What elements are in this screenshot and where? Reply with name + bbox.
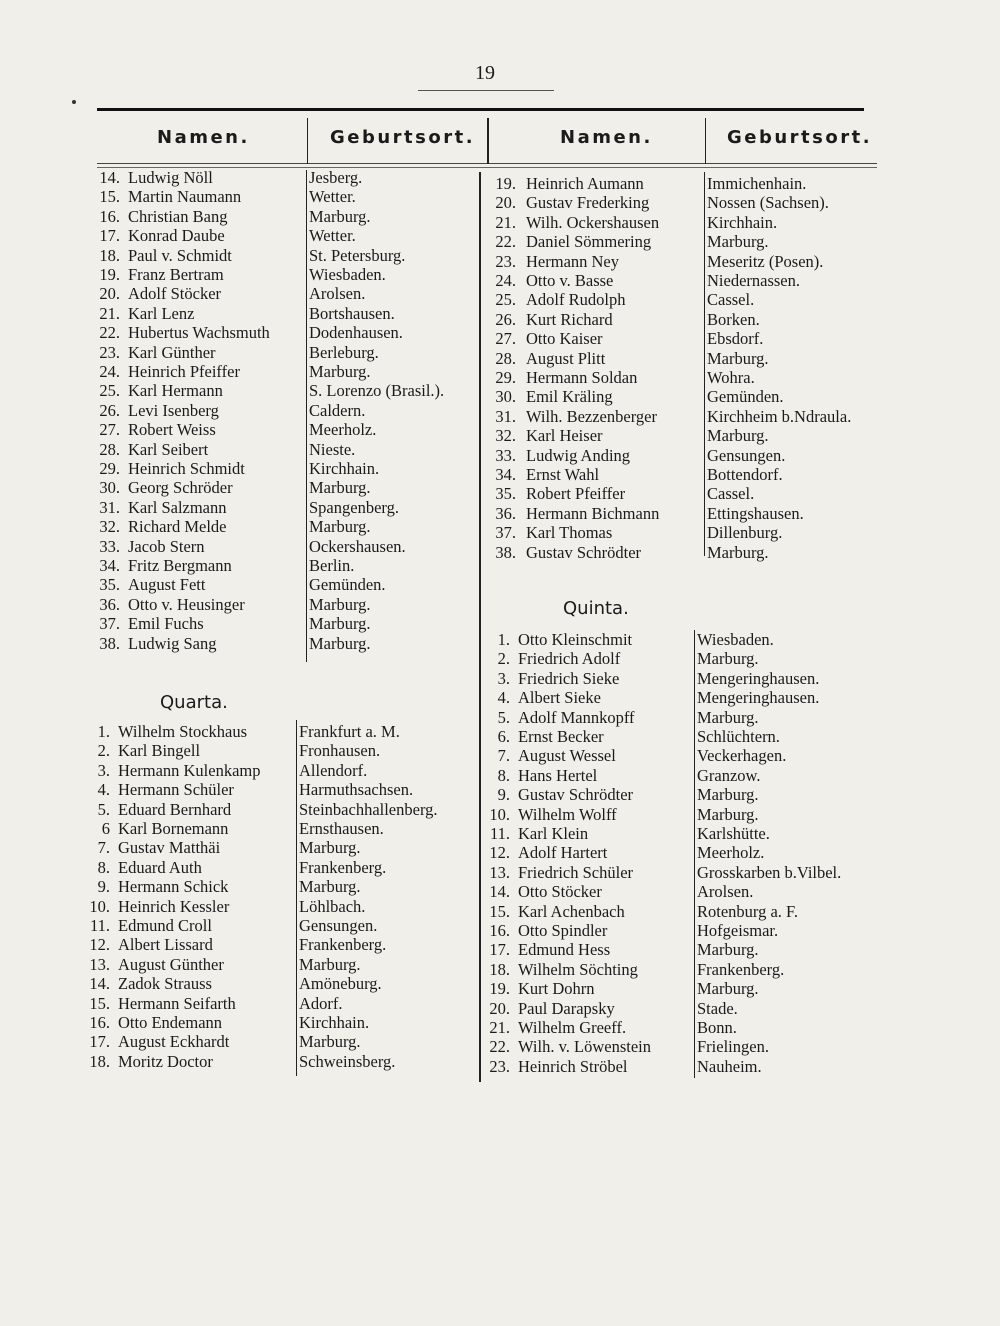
entry-number: 10. bbox=[89, 896, 110, 916]
entry-name: Georg Schröder bbox=[128, 478, 233, 498]
entry-birthplace: Amöneburg. bbox=[299, 974, 382, 994]
entry-birthplace: Arolsen. bbox=[309, 284, 366, 304]
entry-number: 13. bbox=[89, 954, 110, 974]
entry-number: 25. bbox=[495, 290, 516, 310]
entry-number: 14. bbox=[99, 168, 120, 187]
entry-number: 17. bbox=[89, 1032, 110, 1052]
entry-number: 22. bbox=[489, 1037, 510, 1057]
entry-name: Zadok Strauss bbox=[118, 974, 212, 994]
entry-name: Heinrich Pfeiffer bbox=[128, 362, 240, 381]
entry-birthplace: Grosskarben b.Vilbel. bbox=[697, 862, 842, 882]
entry-name: Jacob Stern bbox=[128, 536, 205, 556]
entry-birthplace: Marburg. bbox=[309, 206, 371, 226]
page-number-rule bbox=[418, 90, 554, 91]
entry-name: Ernst Becker bbox=[518, 727, 604, 746]
entry-birthplace: Harmuthsachsen. bbox=[299, 780, 414, 800]
entry-birthplace: Kirchhain. bbox=[299, 1013, 370, 1032]
entry-name: Paul Darapsky bbox=[518, 998, 615, 1018]
entry-number: 30. bbox=[495, 387, 516, 407]
entry-number: 1. bbox=[97, 722, 110, 741]
entry-number: 18. bbox=[489, 959, 510, 979]
left-quarta-place-rule bbox=[296, 720, 297, 1076]
entry-name: Hubertus Wachsmuth bbox=[128, 323, 270, 343]
entry-number: 15. bbox=[489, 901, 510, 921]
entry-name: Hermann Seifarth bbox=[118, 993, 236, 1013]
entry-number: 2. bbox=[497, 649, 510, 669]
entry-name: Otto Stöcker bbox=[518, 882, 602, 902]
entry-birthplace: Meerholz. bbox=[697, 843, 765, 863]
entry-birthplace: Marburg. bbox=[707, 542, 769, 562]
entry-number: 11. bbox=[489, 824, 510, 843]
header-right-name: Namen. bbox=[560, 127, 653, 148]
entry-name: Gustav Matthäi bbox=[118, 838, 221, 858]
entry-birthplace: Fronhausen. bbox=[299, 741, 381, 761]
entry-number: 5. bbox=[497, 707, 510, 727]
entry-number: 26. bbox=[495, 309, 516, 329]
entry-number: 11. bbox=[89, 916, 110, 935]
entry-birthplace: Borken. bbox=[707, 309, 760, 329]
entry-birthplace: Meerholz. bbox=[309, 420, 377, 440]
entry-name: Ernst Wahl bbox=[526, 465, 600, 484]
entry-name: Karl Bornemann bbox=[118, 819, 229, 838]
entry-name: Hermann Soldan bbox=[526, 368, 638, 387]
entry-number: 16. bbox=[489, 921, 510, 940]
entry-name: Robert Weiss bbox=[128, 420, 216, 440]
entry-birthplace: Spangenberg. bbox=[309, 497, 399, 517]
entry-number: 37. bbox=[495, 523, 516, 543]
entry-name: Hans Hertel bbox=[518, 765, 598, 785]
entry-number: 22. bbox=[495, 232, 516, 252]
entry-name: Eduard Bernhard bbox=[118, 799, 232, 819]
entry-name: Karl Hermann bbox=[128, 381, 223, 401]
entry-number: 16. bbox=[99, 206, 120, 226]
entry-number: 30. bbox=[99, 478, 120, 498]
entry-number: 33. bbox=[99, 536, 120, 556]
entry-number: 19. bbox=[495, 174, 516, 193]
entry-name: Heinrich Aumann bbox=[526, 174, 644, 193]
entry-birthplace: Ernsthausen. bbox=[299, 819, 384, 838]
entry-birthplace: Bottendorf. bbox=[707, 465, 783, 484]
entry-name: Kurt Dohrn bbox=[518, 979, 595, 999]
entry-birthplace: Adorf. bbox=[299, 993, 343, 1013]
entry-birthplace: Kirchhain. bbox=[707, 212, 778, 232]
entry-birthplace: Marburg. bbox=[697, 940, 759, 960]
entry-name: Wilh. Bezzenberger bbox=[526, 406, 657, 426]
entry-name: Wilhelm Greeff. bbox=[518, 1018, 627, 1037]
entry-name: Karl Seibert bbox=[128, 439, 209, 459]
entry-name: Moritz Doctor bbox=[118, 1051, 213, 1071]
entry-name: Otto v. Heusinger bbox=[128, 594, 245, 614]
entry-birthplace: Ockershausen. bbox=[309, 536, 406, 556]
entry-birthplace: Frielingen. bbox=[697, 1037, 769, 1057]
entry-name: Franz Bertram bbox=[128, 265, 224, 284]
left-header-divider bbox=[307, 118, 308, 164]
entry-birthplace: Marburg. bbox=[309, 594, 371, 614]
entry-number: 27. bbox=[99, 420, 120, 440]
entry-name: Albert Lissard bbox=[118, 935, 213, 955]
entry-birthplace: Marburg. bbox=[707, 232, 769, 252]
entry-name: Heinrich Ströbel bbox=[518, 1056, 628, 1076]
entry-birthplace: Ettingshausen. bbox=[707, 503, 804, 523]
entry-birthplace: Kirchhain. bbox=[309, 459, 380, 478]
entry-number: 32. bbox=[99, 517, 120, 537]
entry-number: 20. bbox=[495, 193, 516, 213]
entry-number: 6. bbox=[497, 727, 510, 746]
entry-number: 12. bbox=[89, 935, 110, 955]
entry-number: 4. bbox=[497, 688, 510, 708]
entry-name: Adolf Rudolph bbox=[526, 290, 626, 310]
entry-number: 35. bbox=[495, 484, 516, 504]
entry-number: 18. bbox=[89, 1051, 110, 1071]
entry-name: Ludwig Sang bbox=[128, 633, 217, 653]
entry-birthplace: Meseritz (Posen). bbox=[707, 251, 824, 271]
entry-name: Otto Kleinschmit bbox=[518, 630, 633, 649]
entry-birthplace: Hofgeismar. bbox=[697, 921, 779, 940]
entry-birthplace: S. Lorenzo (Brasil.). bbox=[309, 381, 445, 401]
entry-birthplace: Bortshausen. bbox=[309, 303, 395, 323]
entry-number: 22. bbox=[99, 323, 120, 343]
entry-name: Karl Bingell bbox=[118, 741, 201, 761]
entry-birthplace: Marburg. bbox=[299, 1032, 361, 1052]
entry-number: 12. bbox=[489, 843, 510, 863]
entry-birthplace: Steinbachhallenberg. bbox=[299, 799, 438, 819]
entry-name: Hermann Schüler bbox=[118, 780, 234, 800]
entry-name: Otto v. Basse bbox=[526, 271, 614, 290]
entry-name: Heinrich Kessler bbox=[118, 896, 230, 916]
entry-number: 8. bbox=[497, 765, 510, 785]
entry-name: Karl Salzmann bbox=[128, 497, 227, 517]
entry-name: Adolf Hartert bbox=[518, 843, 608, 863]
entry-birthplace: Arolsen. bbox=[697, 882, 754, 902]
entry-birthplace: Nauheim. bbox=[697, 1056, 762, 1076]
entry-number: 18. bbox=[99, 245, 120, 265]
center-divider bbox=[487, 118, 489, 164]
entry-number: 37. bbox=[99, 614, 120, 634]
entry-birthplace: Cassel. bbox=[707, 290, 755, 310]
entry-number: 33. bbox=[495, 445, 516, 465]
entry-name: Karl Heiser bbox=[526, 426, 603, 446]
entry-name: August Günther bbox=[118, 954, 224, 974]
entry-number: 24. bbox=[495, 271, 516, 290]
entry-name: Friedrich Adolf bbox=[518, 649, 621, 669]
entry-name: Karl Klein bbox=[518, 824, 589, 843]
entry-number: 31. bbox=[99, 497, 120, 517]
entry-number: 17. bbox=[99, 226, 120, 246]
entry-name: August Fett bbox=[128, 575, 206, 595]
entry-name: Otto Spindler bbox=[518, 921, 608, 940]
page-number: 19 bbox=[475, 62, 495, 84]
entry-number: 3. bbox=[497, 668, 510, 688]
entry-number: 19. bbox=[489, 979, 510, 999]
entry-birthplace: Marburg. bbox=[697, 785, 759, 805]
entry-birthplace: Marburg. bbox=[309, 633, 371, 653]
entry-name: Friedrich Sieke bbox=[518, 668, 620, 688]
entry-birthplace: Marburg. bbox=[707, 348, 769, 368]
entry-name: Ludwig Anding bbox=[526, 445, 631, 465]
entry-name: Edmund Hess bbox=[518, 940, 611, 960]
entry-number: 5. bbox=[97, 799, 110, 819]
right-quinta-place-rule bbox=[694, 630, 695, 1078]
entry-birthplace: Berleburg. bbox=[309, 342, 379, 362]
right-top-place-rule bbox=[704, 172, 705, 556]
entry-name: Fritz Bergmann bbox=[128, 556, 232, 575]
entry-number: 6 bbox=[101, 819, 110, 838]
entry-number: 25. bbox=[99, 381, 120, 401]
entry-number: 14. bbox=[489, 882, 510, 902]
entry-number: 32. bbox=[495, 426, 516, 446]
entry-name: Karl Thomas bbox=[526, 523, 613, 543]
entry-number: 14. bbox=[89, 974, 110, 994]
entry-name: Albert Sieke bbox=[518, 688, 601, 708]
entry-birthplace: Ebsdorf. bbox=[707, 329, 764, 349]
entry-birthplace: Niedernassen. bbox=[707, 271, 801, 290]
entry-birthplace: Nieste. bbox=[309, 439, 356, 459]
entry-number: 2. bbox=[97, 741, 110, 761]
entry-birthplace: Marburg. bbox=[309, 478, 371, 498]
entry-birthplace: Dillenburg. bbox=[707, 523, 783, 543]
entry-number: 10. bbox=[489, 804, 510, 824]
entry-name: Karl Achenbach bbox=[518, 901, 625, 921]
entry-number: 9. bbox=[97, 877, 110, 897]
entry-number: 4. bbox=[97, 780, 110, 800]
entry-birthplace: Marburg. bbox=[309, 362, 371, 381]
entry-birthplace: Karlshütte. bbox=[697, 824, 770, 843]
entry-name: Konrad Daube bbox=[128, 226, 225, 246]
entry-number: 31. bbox=[495, 406, 516, 426]
entry-number: 7. bbox=[97, 838, 110, 858]
entry-birthplace: Dodenhausen. bbox=[309, 323, 403, 343]
entry-number: 34. bbox=[99, 556, 120, 575]
entry-name: Gustav Schrödter bbox=[518, 785, 634, 805]
entry-name: Wilh. v. Löwenstein bbox=[518, 1037, 651, 1057]
entry-birthplace: Stade. bbox=[697, 998, 738, 1018]
entry-birthplace: Mengeringhausen. bbox=[697, 668, 820, 688]
entry-name: Hermann Ney bbox=[526, 251, 620, 271]
entry-birthplace: Gensungen. bbox=[707, 445, 786, 465]
entry-name: Wilh. Ockershausen bbox=[526, 212, 660, 232]
entry-name: Edmund Croll bbox=[118, 916, 212, 935]
entry-number: 36. bbox=[99, 594, 120, 614]
entry-name: Gustav Schrödter bbox=[526, 542, 642, 562]
entry-name: Karl Lenz bbox=[128, 303, 195, 323]
entry-name: Karl Günther bbox=[128, 342, 216, 362]
entry-birthplace: Wiesbaden. bbox=[697, 630, 774, 649]
entry-birthplace: Marburg. bbox=[299, 877, 361, 897]
entry-birthplace: Caldern. bbox=[309, 400, 366, 420]
entry-name: Eduard Auth bbox=[118, 857, 202, 877]
entry-birthplace: Berlin. bbox=[309, 556, 355, 575]
entry-number: 38. bbox=[495, 542, 516, 562]
entry-number: 15. bbox=[89, 993, 110, 1013]
entry-number: 21. bbox=[495, 212, 516, 232]
entry-birthplace: Gensungen. bbox=[299, 916, 378, 935]
entry-name: Kurt Richard bbox=[526, 309, 613, 329]
entry-birthplace: Wetter. bbox=[309, 187, 356, 207]
entry-number: 23. bbox=[489, 1056, 510, 1076]
header-left-name: Namen. bbox=[157, 127, 250, 148]
entry-number: 28. bbox=[99, 439, 120, 459]
entry-number: 20. bbox=[489, 998, 510, 1018]
entry-name: August Wessel bbox=[518, 746, 616, 766]
ink-dot bbox=[72, 100, 76, 104]
entry-birthplace: Bonn. bbox=[697, 1018, 737, 1037]
entry-birthplace: Wetter. bbox=[309, 226, 356, 246]
entry-number: 23. bbox=[99, 342, 120, 362]
header-right-place: Geburtsort. bbox=[727, 127, 873, 148]
entry-birthplace: Mengeringhausen. bbox=[697, 688, 820, 708]
entry-name: Ludwig Nöll bbox=[128, 168, 213, 187]
entry-name: Wilhelm Wolff bbox=[518, 804, 617, 824]
entry-number: 21. bbox=[99, 303, 120, 323]
entry-number: 38. bbox=[99, 633, 120, 653]
entry-birthplace: Jesberg. bbox=[309, 168, 363, 187]
left-top-place-rule bbox=[306, 170, 307, 662]
entry-birthplace: Cassel. bbox=[707, 484, 755, 504]
entry-name: Emil Kräling bbox=[526, 387, 613, 407]
entry-birthplace: Marburg. bbox=[707, 426, 769, 446]
entry-birthplace: Marburg. bbox=[299, 954, 361, 974]
entry-name: Hermann Schick bbox=[118, 877, 229, 897]
entry-name: Wilhelm Söchting bbox=[518, 959, 638, 979]
entry-name: August Plitt bbox=[526, 348, 606, 368]
entry-number: 28. bbox=[495, 348, 516, 368]
entry-birthplace: Wiesbaden. bbox=[309, 265, 386, 284]
entry-name: Emil Fuchs bbox=[128, 614, 204, 634]
entry-birthplace: Marburg. bbox=[697, 979, 759, 999]
entry-number: 3. bbox=[97, 760, 110, 780]
entry-number: 24. bbox=[99, 362, 120, 381]
entry-name: Otto Kaiser bbox=[526, 329, 603, 349]
entry-number: 35. bbox=[99, 575, 120, 595]
entry-birthplace: Rotenburg a. F. bbox=[697, 901, 799, 921]
entry-birthplace: Gemünden. bbox=[707, 387, 784, 407]
entry-birthplace: Marburg. bbox=[697, 804, 759, 824]
entry-birthplace: Gemünden. bbox=[309, 575, 386, 595]
entry-number: 8. bbox=[97, 857, 110, 877]
header-top-rule bbox=[97, 108, 864, 111]
entry-birthplace: Immichenhain. bbox=[707, 174, 807, 193]
entry-birthplace: Marburg. bbox=[299, 838, 361, 858]
right-header-divider bbox=[705, 118, 706, 164]
header-bottom-rule-2 bbox=[97, 167, 877, 168]
entry-number: 19. bbox=[99, 265, 120, 284]
entry-name: Heinrich Schmidt bbox=[128, 459, 245, 478]
entry-birthplace: Frankenberg. bbox=[299, 857, 387, 877]
entry-name: Otto Endemann bbox=[118, 1013, 223, 1032]
entry-name: Gustav Frederking bbox=[526, 193, 650, 213]
entry-birthplace: Frankfurt a. M. bbox=[299, 722, 400, 741]
entry-birthplace: Löhlbach. bbox=[299, 896, 366, 916]
entry-number: 26. bbox=[99, 400, 120, 420]
entry-name: Levi Isenberg bbox=[128, 400, 219, 420]
entry-birthplace: Schweinsberg. bbox=[299, 1051, 396, 1071]
entry-number: 21. bbox=[489, 1018, 510, 1037]
entry-birthplace: St. Petersburg. bbox=[309, 245, 406, 265]
entry-birthplace: Marburg. bbox=[309, 517, 371, 537]
entry-number: 36. bbox=[495, 503, 516, 523]
entry-name: Robert Pfeiffer bbox=[526, 484, 626, 504]
quarta-title: Quarta. bbox=[160, 692, 228, 713]
entry-number: 27. bbox=[495, 329, 516, 349]
entry-birthplace: Nossen (Sachsen). bbox=[707, 193, 829, 213]
entry-number: 34. bbox=[495, 465, 516, 484]
entry-number: 7. bbox=[497, 746, 510, 766]
header-left-place: Geburtsort. bbox=[330, 127, 476, 148]
entry-birthplace: Marburg. bbox=[309, 614, 371, 634]
entry-number: 15. bbox=[99, 187, 120, 207]
entry-number: 20. bbox=[99, 284, 120, 304]
entry-birthplace: Marburg. bbox=[697, 707, 759, 727]
entry-name: Hermann Bichmann bbox=[526, 503, 660, 523]
entry-birthplace: Frankenberg. bbox=[697, 959, 785, 979]
entry-number: 16. bbox=[89, 1013, 110, 1032]
entry-name: Daniel Sömmering bbox=[526, 232, 652, 252]
entry-name: Adolf Mannkopff bbox=[518, 707, 635, 727]
entry-number: 17. bbox=[489, 940, 510, 960]
entry-name: Martin Naumann bbox=[128, 187, 242, 207]
entry-birthplace: Wohra. bbox=[707, 368, 755, 387]
entry-number: 29. bbox=[99, 459, 120, 478]
entry-number: 9. bbox=[497, 785, 510, 805]
entry-name: Friedrich Schüler bbox=[518, 862, 634, 882]
entry-birthplace: Frankenberg. bbox=[299, 935, 387, 955]
entry-birthplace: Veckerhagen. bbox=[697, 746, 787, 766]
entry-name: Adolf Stöcker bbox=[128, 284, 222, 304]
entry-number: 29. bbox=[495, 368, 516, 387]
entry-name: Paul v. Schmidt bbox=[128, 245, 232, 265]
entry-number: 13. bbox=[489, 862, 510, 882]
entry-number: 23. bbox=[495, 251, 516, 271]
entry-name: Hermann Kulenkamp bbox=[118, 760, 261, 780]
quinta-title: Quinta. bbox=[563, 598, 629, 619]
entry-birthplace: Marburg. bbox=[697, 649, 759, 669]
entry-birthplace: Allendorf. bbox=[299, 760, 368, 780]
entry-name: Christian Bang bbox=[128, 206, 228, 226]
entry-name: Wilhelm Stockhaus bbox=[118, 722, 248, 741]
entry-name: August Eckhardt bbox=[118, 1032, 230, 1052]
entry-name: Richard Melde bbox=[128, 517, 227, 537]
entry-birthplace: Granzow. bbox=[697, 765, 761, 785]
entry-birthplace: Schlüchtern. bbox=[697, 727, 780, 746]
entry-number: 1. bbox=[497, 630, 510, 649]
entry-birthplace: Kirchheim b.Ndraula. bbox=[707, 406, 852, 426]
